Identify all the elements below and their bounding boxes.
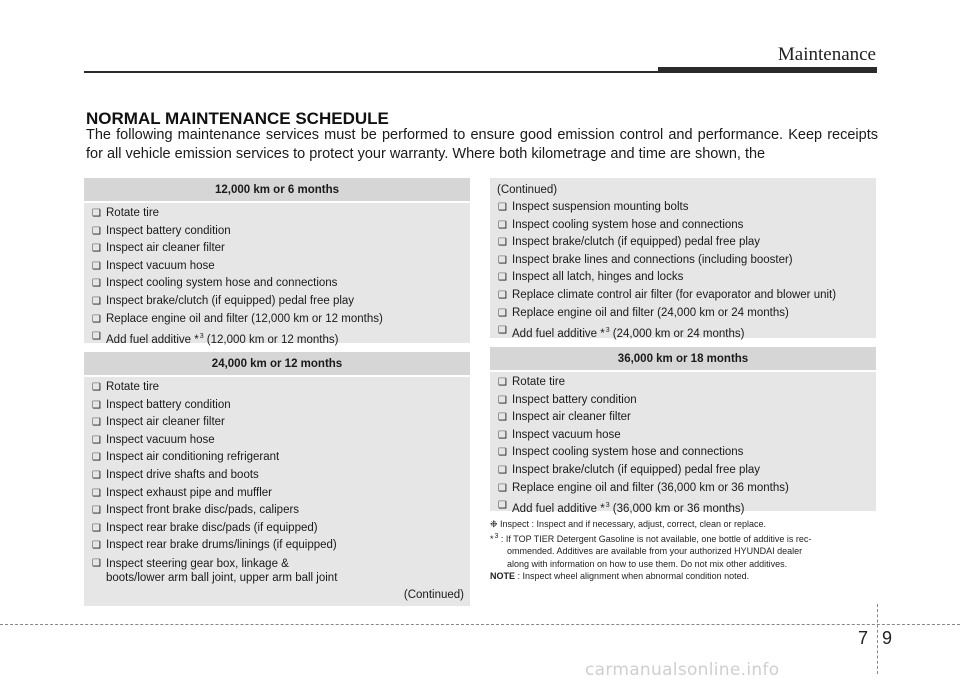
checkbox-icon: ❑: [498, 464, 507, 476]
checkbox-icon: ❑: [498, 482, 507, 494]
page-header-title: Maintenance: [777, 44, 876, 65]
checkbox-icon: ❑: [92, 557, 101, 569]
checklist-item: ❑ Inspect cooling system hose and connections: [84, 275, 470, 293]
schedule-box-24000: [84, 352, 470, 606]
checkbox-icon: ❑: [92, 278, 101, 290]
intro-paragraph: The following maintenance services must be performed to ensure good emission control and performance. Keep receipts for all vehicle emission services to protect your warranty. Where both kilometrage and time are shown, the: [86, 127, 878, 162]
checkbox-icon: ❑: [498, 394, 507, 406]
checklist-item: ❑ Inspect cooling system hose and connections: [490, 217, 876, 235]
checkbox-icon: ❑: [92, 452, 101, 464]
checklist-36000: [490, 372, 876, 519]
box-header-36000: 36,000 km or 18 months: [490, 347, 876, 372]
checklist-item: ❑ Inspect front brake disc/pads, calipers: [84, 502, 470, 520]
checklist-item: ❑ Inspect all latch, hinges and locks: [490, 269, 876, 287]
checklist-item: ❑ Inspect rear brake drums/linings (if equipped): [84, 537, 470, 555]
footer-dashed-rule: [0, 624, 960, 625]
checkbox-icon: ❑: [92, 505, 101, 517]
checkbox-icon: ❑: [498, 429, 507, 441]
continued-label: (Continued): [403, 588, 464, 601]
checkbox-icon: ❑: [92, 225, 101, 237]
checkbox-icon: ❑: [498, 377, 507, 388]
checkbox-icon: ❑: [92, 382, 101, 393]
fuel-additive-note-line: ommended. Additives are available from your authorized HYUNDAI dealer: [507, 546, 803, 556]
checklist-item: ❑ Inspect cooling system hose and connections: [490, 444, 876, 462]
checklist-item: ❑ Replace engine oil and filter (24,000 km or 24 months): [490, 305, 876, 323]
checklist-item-fuel-additive: ❑ Add fuel additive *$^3$ (24,000 km or 24 months): [490, 322, 876, 343]
checklist-item: ❑ Replace climate control air filter (for evaporator and blower unit): [490, 287, 876, 305]
checkbox-icon: ❑: [92, 260, 101, 272]
schedule-box-12000: [84, 178, 470, 346]
checkbox-icon: ❑: [92, 417, 101, 429]
checklist-item: ❑ Inspect battery condition: [490, 392, 876, 410]
box-header-24000: 24,000 km or 12 months: [84, 352, 470, 377]
alignment-note: NOTE : Inspect wheel alignment when abnormal condition noted.: [490, 571, 750, 581]
checklist-item: ❑ Inspect air cleaner filter: [84, 414, 470, 432]
checklist-item: ❑ Rotate tire: [490, 374, 876, 392]
checklist-item: ❑ Inspect exhaust pipe and muffler: [84, 485, 470, 503]
checkbox-icon: ❑: [498, 500, 507, 512]
checklist-item: ❑ Inspect battery condition: [84, 223, 470, 241]
checklist-item: ❑ Inspect brake/clutch (if equipped) pedal free play: [490, 462, 876, 480]
checkbox-icon: ❑: [92, 434, 101, 446]
checklist-item: ❑ Inspect rear brake disc/pads (if equipped): [84, 520, 470, 538]
chapter-number: 7: [858, 628, 869, 648]
checkbox-icon: ❑: [92, 208, 101, 219]
checkbox-icon: ❑: [498, 412, 507, 424]
checklist-item: ❑ Inspect battery condition: [84, 397, 470, 415]
schedule-box-24000-continued: [490, 178, 876, 338]
watermark: carmanualsonline.info: [585, 660, 780, 680]
checklist-item: ❑ Inspect brake lines and connections (including booster): [490, 252, 876, 270]
checkbox-icon: ❑: [498, 202, 507, 213]
header-rule-thin: [84, 71, 662, 73]
checkbox-icon: ❑: [498, 325, 507, 337]
fuel-additive-note-line: along with information on how to use them. Do not mix other additives.: [507, 558, 788, 569]
fuel-additive-note: *$^3$ : If TOP TIER Detergent Gasoline is not available, one bottle of additive is rec-: [490, 532, 812, 544]
checklist-24000-continued: [490, 199, 876, 344]
footnotes: [490, 518, 878, 583]
checkbox-icon: ❑: [92, 469, 101, 481]
checklist-item-fuel-additive: ❑ Add fuel additive *$^3$ (36,000 km or 36 months): [490, 497, 876, 518]
checkbox-icon: ❑: [92, 313, 101, 325]
checkbox-icon: ❑: [92, 487, 101, 499]
checkbox-icon: ❑: [498, 254, 507, 266]
checklist-item: ❑ Inspect drive shafts and boots: [84, 467, 470, 485]
checklist-item: ❑ Inspect suspension mounting bolts: [490, 199, 876, 217]
checkbox-icon: ❑: [498, 272, 507, 284]
checklist-item: ❑ Inspect brake/clutch (if equipped) pedal free play: [490, 234, 876, 252]
checklist-item-fuel-additive: ❑ Add fuel additive *$^3$ (12,000 km or 12 months): [84, 328, 470, 349]
checklist-item: ❑ Inspect vacuum hose: [490, 427, 876, 445]
checklist-item: ❑ Inspect air conditioning refrigerant: [84, 449, 470, 467]
checklist-item: ❑ Inspect brake/clutch (if equipped) pedal free play: [84, 293, 470, 311]
checkbox-icon: ❑: [92, 331, 101, 343]
checklist-item: ❑ Inspect air cleaner filter: [84, 240, 470, 258]
checkbox-icon: ❑: [92, 522, 101, 534]
checklist-12000: [84, 203, 470, 350]
checklist-item: ❑ Inspect air cleaner filter: [490, 409, 876, 427]
checklist-item: ❑ Rotate tire: [84, 379, 470, 397]
checkbox-icon: ❑: [92, 243, 101, 255]
continued-label: (Continued): [497, 184, 558, 196]
section-title: NORMAL MAINTENANCE SCHEDULE: [86, 109, 389, 128]
schedule-box-36000: [490, 347, 876, 515]
box-header-12000: 12,000 km or 6 months: [84, 178, 470, 203]
checklist-item: ❑ Rotate tire: [84, 205, 470, 223]
checkbox-icon: ❑: [92, 295, 101, 307]
checklist-24000: [84, 377, 470, 587]
checkbox-icon: ❑: [498, 237, 507, 249]
checkbox-icon: ❑: [498, 289, 507, 301]
checklist-item: ❑ Inspect vacuum hose: [84, 258, 470, 276]
checklist-item: ❑ Inspect vacuum hose: [84, 432, 470, 450]
checklist-item: ❑ Replace engine oil and filter (36,000 km or 36 months): [490, 480, 876, 498]
checkbox-icon: ❑: [498, 307, 507, 319]
checkbox-icon: ❑: [498, 219, 507, 231]
checkbox-icon: ❑: [92, 540, 101, 552]
checkbox-icon: ❑: [92, 399, 101, 411]
footer-dashed-divider: [877, 604, 878, 674]
checklist-item: ❑ Replace engine oil and filter (12,000 km or 12 months): [84, 311, 470, 329]
header-rule-thick: [658, 67, 877, 73]
inspect-note: ❉ Inspect : Inspect and if necessary, adjust, correct, clean or replace.: [490, 519, 767, 529]
checklist-item-steering: ❑ Inspect steering gear box, linkage & boots/lower arm ball joint, upper arm ball joint: [92, 557, 338, 584]
page-number: 9: [882, 628, 893, 648]
checkbox-icon: ❑: [498, 447, 507, 459]
